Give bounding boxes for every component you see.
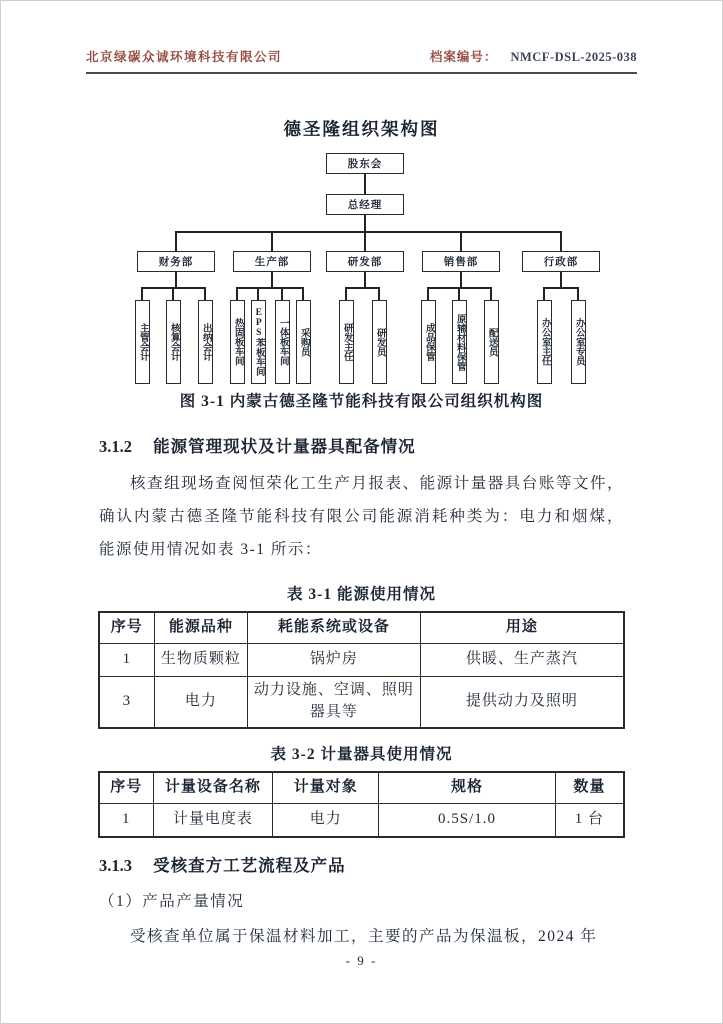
org-connector-line <box>175 231 562 233</box>
table-cell: 1 台 <box>555 804 624 838</box>
section-title: 受核查方工艺流程及产品 <box>153 856 346 875</box>
org-node-department-label: 财务部 <box>158 257 194 268</box>
org-connector-line <box>236 287 304 289</box>
table-3-2 <box>98 771 625 838</box>
org-connector-line <box>560 272 562 288</box>
table-cell: 0.5S/1.0 <box>379 804 555 838</box>
table-cell: 计量电度表 <box>153 804 273 838</box>
paragraph-product: 受核查单位属于保温材料加工，主要的产品为保温板，2024 年 <box>130 928 598 945</box>
table-cell: 1 <box>99 644 154 677</box>
table-header-row <box>99 612 624 644</box>
table-header-row <box>99 772 624 804</box>
header-archive <box>430 47 637 65</box>
org-connector-line <box>175 272 177 288</box>
org-node-position-label: 研发主任 <box>341 323 352 361</box>
column-header: 规格 <box>379 772 555 804</box>
org-chart-title: 德圣隆组织架构图 <box>283 119 440 139</box>
org-connector-line <box>204 288 206 300</box>
table-cell: 电力 <box>273 804 379 838</box>
org-connector-line <box>364 232 366 251</box>
org-connector-line <box>378 288 380 300</box>
org-node-root <box>326 153 404 174</box>
org-node-position-label: 出纳会计 <box>200 323 211 361</box>
org-connector-line <box>543 287 579 289</box>
table-cell: 供暖、生产蒸汽 <box>420 644 624 677</box>
org-node-position-label: 热固板车间 <box>232 318 243 366</box>
org-connector-line <box>560 232 562 251</box>
org-node-department-label: 行政部 <box>543 257 579 268</box>
org-node-position <box>198 300 213 384</box>
org-node-department-label: 销售部 <box>443 257 479 268</box>
column-header: 用途 <box>420 612 624 644</box>
table-row <box>99 677 624 729</box>
org-connector-line <box>257 288 259 300</box>
table-3-1 <box>98 611 625 729</box>
org-connector-line <box>577 288 579 300</box>
org-node-manager <box>326 194 404 215</box>
org-connector-line <box>302 288 304 300</box>
archive-number-label: 档案编号： <box>429 50 498 64</box>
table-cell: 动力设施、空调、照明器具等 <box>248 677 421 729</box>
org-node-manager-label: 总经理 <box>347 200 383 211</box>
section-heading-313 <box>99 852 624 876</box>
table-cell: 提供动力及照明 <box>420 677 624 729</box>
org-node-position-label: 核算会计 <box>168 323 179 361</box>
section-number: 3.1.2 <box>99 437 132 456</box>
org-node-department <box>522 251 600 272</box>
org-node-department <box>233 251 311 272</box>
org-node-position-label: 主管会计 <box>137 323 148 361</box>
org-node-position <box>421 300 436 384</box>
org-connector-line <box>543 288 545 300</box>
org-node-root-label: 股东会 <box>347 159 383 170</box>
org-node-department <box>137 251 215 272</box>
table-cell: 1 <box>99 804 153 838</box>
org-node-position <box>372 300 387 384</box>
column-header: 能源品种 <box>154 612 247 644</box>
org-connector-line <box>271 272 273 288</box>
table-cell: 3 <box>99 677 154 729</box>
org-node-department-label: 生产部 <box>254 257 290 268</box>
page-number: - 9 - <box>345 953 378 968</box>
subsection-heading: （1）产品产量情况 <box>99 893 245 910</box>
org-connector-line <box>345 288 347 300</box>
org-node-position <box>571 300 586 384</box>
table-cell: 生物质颗粒 <box>154 644 247 677</box>
section-title: 能源管理现状及计量器具配备情况 <box>153 437 416 456</box>
paragraph-energy: 核查组现场查阅恒荣化工生产月报表、能源计量器具台账等文件，确认内蒙古德圣隆节能科技有限公司能源消耗种类为：电力和烟煤，能源使用情况如表 3-1 所示： <box>99 475 624 558</box>
table-cell: 电力 <box>154 677 247 729</box>
org-node-position-label: 研发员 <box>374 327 385 357</box>
page-header <box>86 47 637 74</box>
org-connector-line <box>172 288 174 300</box>
org-node-position-label: 办公室专员 <box>573 318 584 366</box>
org-node-department-label: 研发部 <box>347 257 383 268</box>
section-number: 3.1.3 <box>99 856 132 875</box>
org-node-position <box>135 300 150 384</box>
org-connector-line <box>236 288 238 300</box>
org-connector-line <box>364 272 366 288</box>
org-node-position <box>339 300 354 384</box>
table-cell: 锅炉房 <box>248 644 421 677</box>
org-connector-line <box>460 232 462 251</box>
org-node-position-label: 一体板车间 <box>277 318 288 366</box>
table-row <box>99 804 624 838</box>
org-node-position-label: 成品保管 <box>423 323 434 361</box>
org-connector-line <box>427 288 429 300</box>
org-node-position <box>296 300 311 384</box>
archive-number-value: NMCF-DSL-2025-038 <box>510 50 637 64</box>
org-node-position <box>537 300 552 384</box>
column-header: 耗能系统或设备 <box>248 612 421 644</box>
org-connector-line <box>281 288 283 300</box>
org-connector-line <box>141 288 143 300</box>
org-connector-line <box>271 232 273 251</box>
column-header: 数量 <box>555 772 624 804</box>
org-connector-line <box>490 288 492 300</box>
org-node-department <box>422 251 500 272</box>
org-node-position <box>484 300 499 384</box>
org-node-position-label: 采购员 <box>298 327 309 357</box>
org-connector-line <box>364 174 366 194</box>
column-header: 计量设备名称 <box>153 772 273 804</box>
org-node-position <box>166 300 181 384</box>
table-3-1-title: 表 3-1 能源使用情况 <box>287 586 436 603</box>
column-header: 序号 <box>99 772 153 804</box>
org-node-position-label: 办公室主任 <box>539 318 550 366</box>
org-node-position-label: EPS苯板车间 <box>253 308 264 376</box>
org-node-department <box>326 251 404 272</box>
org-node-position <box>230 300 245 384</box>
column-header: 序号 <box>99 612 154 644</box>
org-connector-line <box>345 287 380 289</box>
table-row <box>99 644 624 677</box>
column-header: 计量对象 <box>273 772 379 804</box>
header-company-name: 北京绿碳众诚环境科技有限公司 <box>86 50 283 64</box>
org-node-position-label: 原辅材料保管 <box>454 313 465 371</box>
org-node-position-label: 配送员 <box>486 327 497 357</box>
table-3-2-title: 表 3-2 计量器具使用情况 <box>270 746 453 763</box>
org-connector-line <box>458 288 460 300</box>
org-node-position <box>452 300 467 384</box>
org-connector-line <box>364 215 366 232</box>
section-heading-312 <box>99 433 624 457</box>
org-node-position <box>275 300 290 384</box>
org-node-position <box>251 300 266 384</box>
figure-caption: 图 3-1 内蒙古德圣隆节能科技有限公司组织机构图 <box>179 393 544 410</box>
org-connector-line <box>175 232 177 251</box>
org-connector-line <box>460 272 462 288</box>
org-chart <box>86 151 637 376</box>
